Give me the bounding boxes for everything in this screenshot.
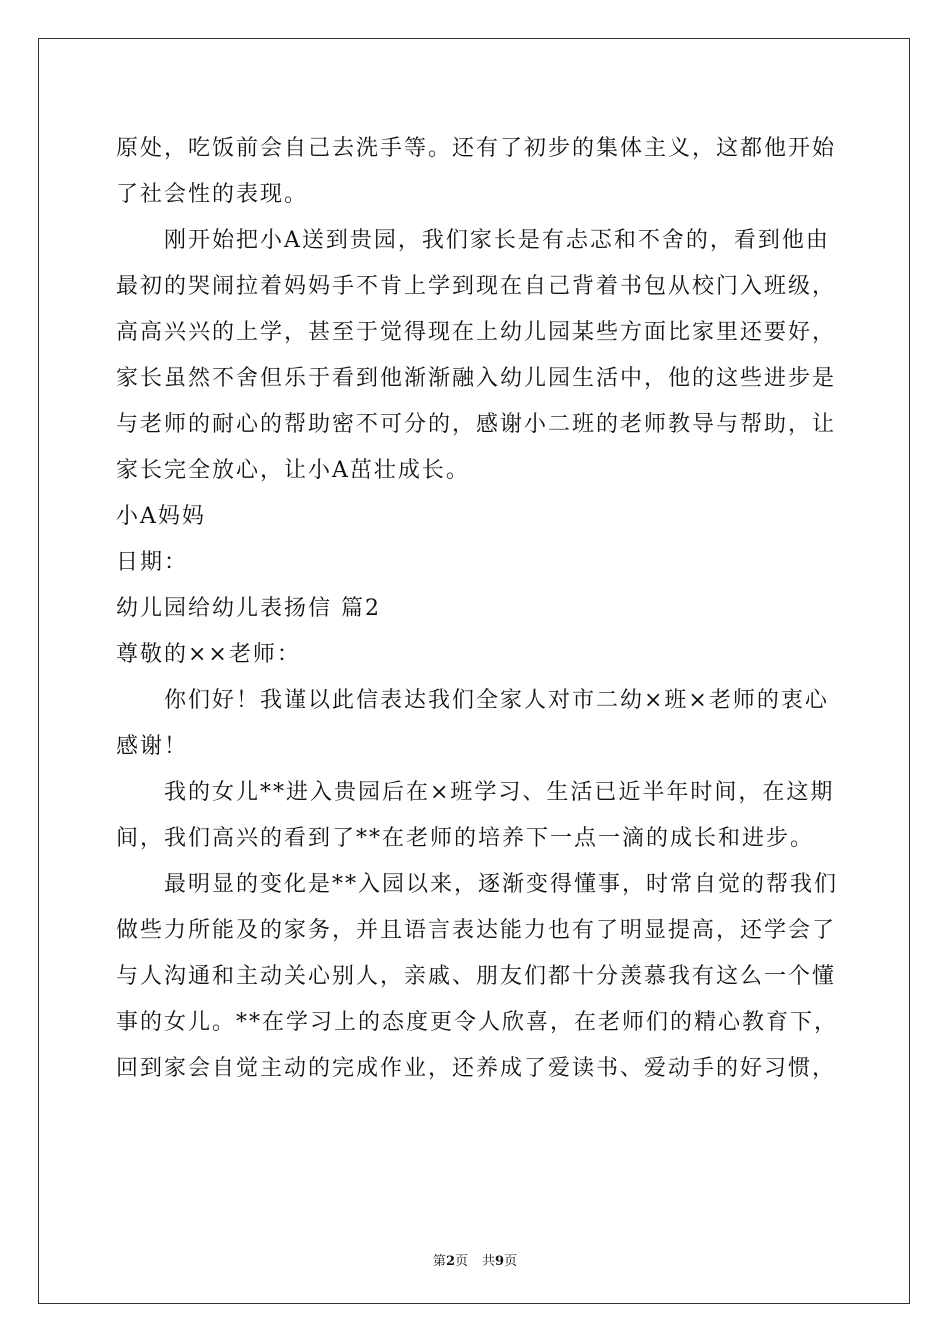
paragraph-line: 最初的哭闹拉着妈妈手不肯上学到现在自己背着书包从校门入班级，	[116, 274, 837, 299]
page-total: 9	[495, 1254, 505, 1269]
signature: 小A妈妈	[116, 504, 206, 529]
paragraph-line: 与人沟通和主动关心别人，亲戚、朋友们都十分羡慕我有这么一个懂	[116, 964, 837, 989]
paragraph-line: 我的女儿**进入贵园后在×班学习、生活已近半年时间，在这期	[164, 780, 835, 805]
page-prefix: 第	[432, 1254, 446, 1269]
paragraph-line: 感谢！	[116, 734, 189, 759]
page-footer	[0, 1250, 950, 1269]
document-body	[116, 126, 839, 1092]
section-title: 幼儿园给幼儿表扬信 篇2	[116, 596, 381, 621]
paragraph-line: 间，我们高兴的看到了**在老师的培养下一点一滴的成长和进步。	[116, 826, 815, 851]
total-prefix: 共	[482, 1254, 496, 1269]
paragraph-line: 刚开始把小A送到贵园，我们家长是有忐忑和不舍的，看到他由	[164, 228, 830, 253]
paragraph-line: 做些力所能及的家务，并且语言表达能力也有了明显提高，还学会了	[116, 918, 837, 943]
paragraph-line: 回到家会自觉主动的完成作业，还养成了爱读书、爱动手的好习惯，	[116, 1056, 837, 1081]
page-current: 2	[445, 1254, 455, 1269]
paragraph-line: 原处，吃饭前会自己去洗手等。还有了初步的集体主义，这都他开始	[116, 136, 837, 161]
date-label: 日期：	[116, 550, 189, 575]
page-suffix: 页	[454, 1254, 468, 1269]
paragraph-line: 高高兴兴的上学，甚至于觉得现在上幼儿园某些方面比家里还要好，	[116, 320, 837, 345]
salutation: 尊敬的××老师：	[116, 642, 301, 667]
paragraph-line: 了社会性的表现。	[116, 182, 309, 207]
paragraph-line: 家长完全放心，让小A茁壮成长。	[116, 458, 470, 483]
paragraph-line: 事的女儿。**在学习上的态度更令人欣喜，在老师们的精心教育下，	[116, 1010, 839, 1035]
paragraph-line: 最明显的变化是**入园以来，逐渐变得懂事，时常自觉的帮我们	[164, 872, 839, 897]
total-suffix: 页	[504, 1254, 518, 1269]
paragraph-line: 与老师的耐心的帮助密不可分的，感谢小二班的老师教导与帮助，让	[116, 412, 837, 437]
paragraph-line: 你们好！我谨以此信表达我们全家人对市二幼×班×老师的衷心	[164, 688, 829, 713]
paragraph-line: 家长虽然不舍但乐于看到他渐渐融入幼儿园生活中，他的这些进步是	[116, 366, 837, 391]
